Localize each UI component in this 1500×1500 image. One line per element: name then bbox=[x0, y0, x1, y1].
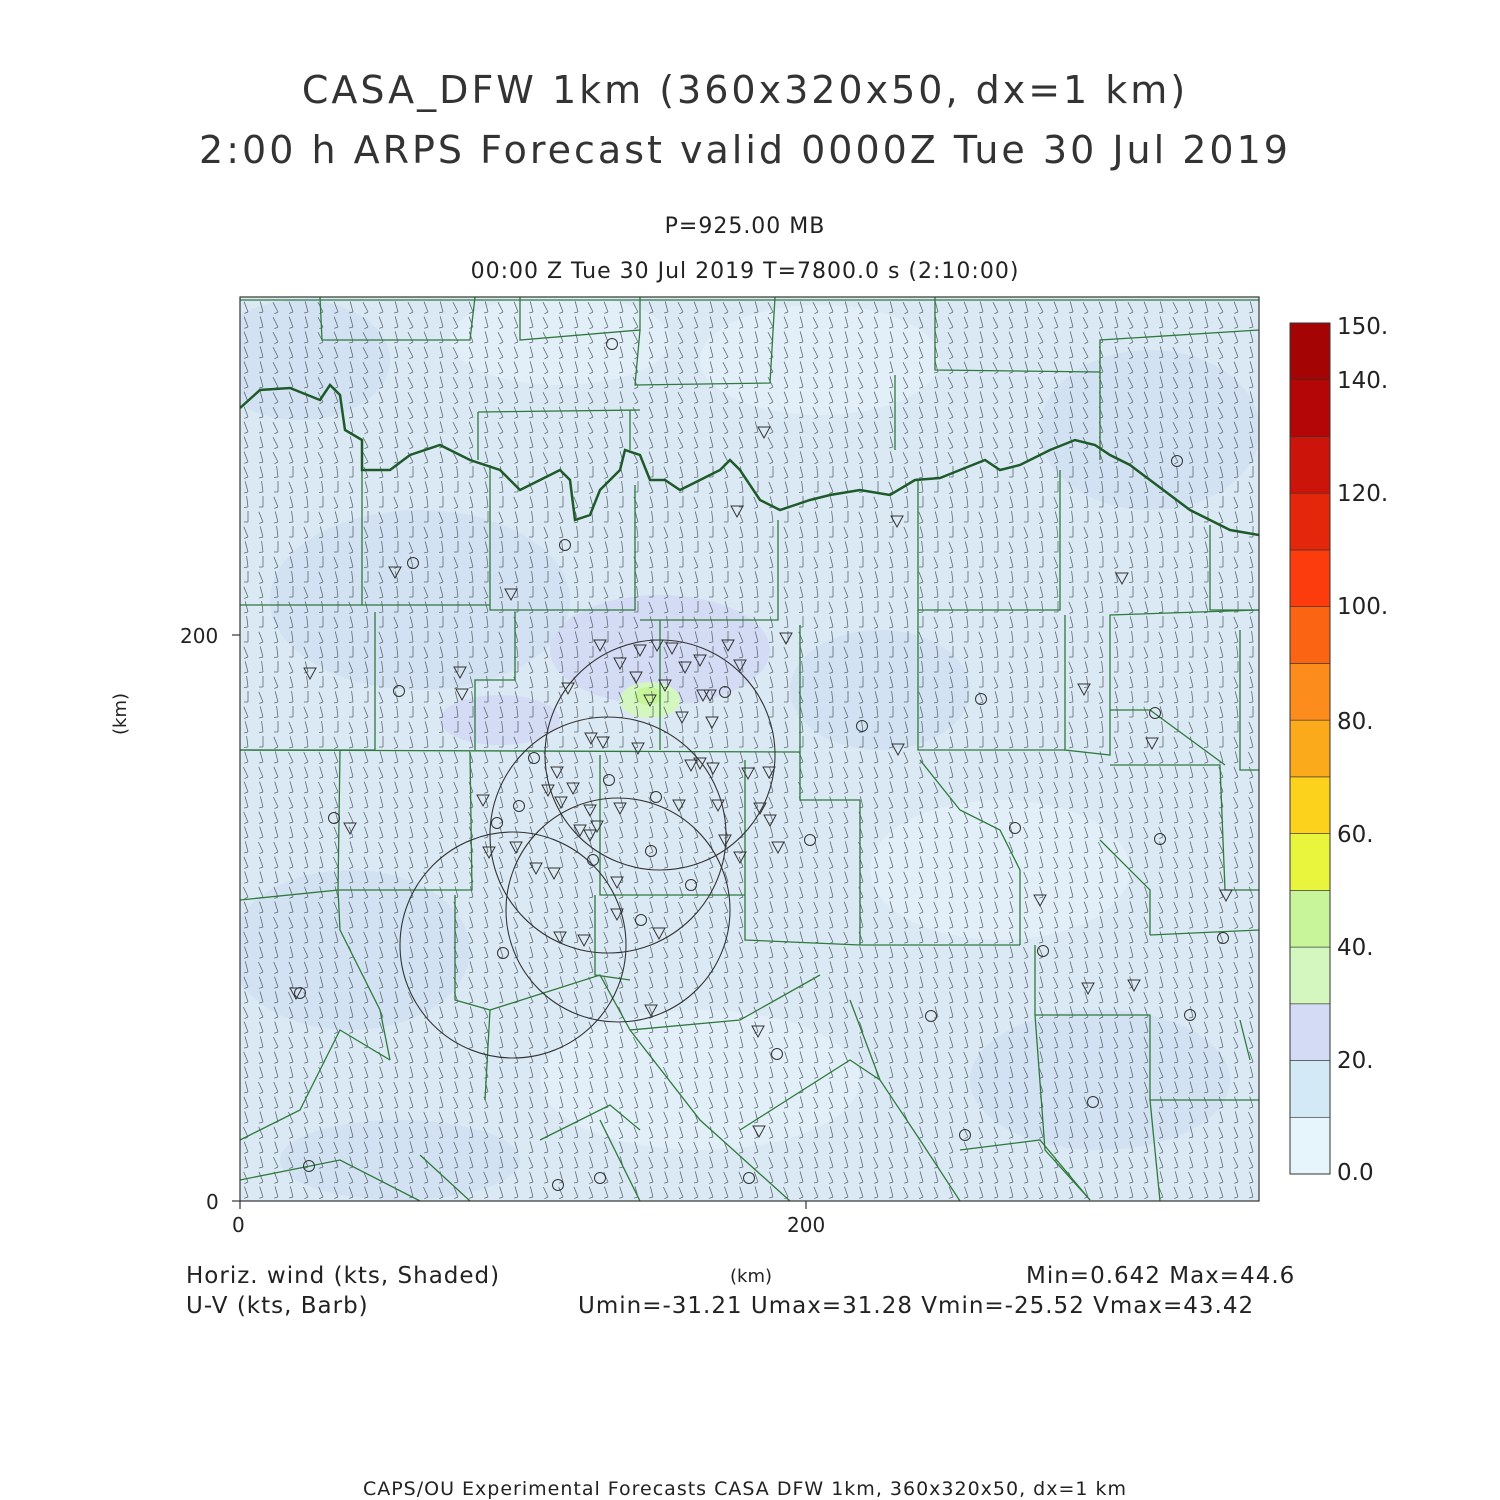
colorbar-swatch bbox=[1290, 777, 1330, 834]
pressure-level: P=925.00 MB bbox=[664, 214, 826, 239]
shaded-variable-label: Horiz. wind (kts, Shaded) bbox=[186, 1263, 501, 1289]
colorbar-swatch bbox=[1290, 493, 1330, 550]
colorbar bbox=[1290, 323, 1330, 1174]
min-max-readout: Min=0.642 Max=44.6 bbox=[1026, 1263, 1296, 1289]
colorbar-swatch bbox=[1290, 890, 1330, 947]
colorbar-swatch bbox=[1290, 834, 1330, 891]
y-tick-label: 0 bbox=[206, 1190, 219, 1214]
valid-time: 00:00 Z Tue 30 Jul 2019 T=7800.0 s (2:10:00) bbox=[470, 259, 1020, 284]
y-axis-label: (km) bbox=[110, 692, 131, 735]
footer-credit: CAPS/OU Experimental Forecasts CASA DFW 1km, 360x320x50, dx=1 km bbox=[362, 1478, 1128, 1500]
colorbar-label: 60. bbox=[1337, 822, 1374, 848]
x-tick-label: 200 bbox=[787, 1213, 826, 1237]
y-tick-label: 200 bbox=[180, 624, 219, 648]
colorbar-label: 100. bbox=[1337, 594, 1389, 620]
colorbar-swatch bbox=[1290, 380, 1330, 437]
colorbar-swatch bbox=[1290, 436, 1330, 493]
colorbar-label: 80. bbox=[1337, 709, 1374, 735]
colorbar-label: 0.0 bbox=[1337, 1160, 1374, 1186]
colorbar-label: 150. bbox=[1337, 314, 1389, 340]
barb-variable-label: U-V (kts, Barb) bbox=[186, 1293, 369, 1319]
colorbar-swatch bbox=[1290, 323, 1330, 380]
colorbar-swatch bbox=[1290, 1061, 1330, 1118]
colorbar-swatch bbox=[1290, 550, 1330, 607]
forecast-subtitle: 2:00 h ARPS Forecast valid 0000Z Tue 30 Jul 2019 bbox=[199, 128, 1291, 172]
colorbar-label: 140. bbox=[1337, 368, 1389, 394]
colorbar-label: 40. bbox=[1337, 935, 1374, 961]
figure-title: CASA_DFW 1km (360x320x50, dx=1 km) bbox=[301, 68, 1189, 112]
colorbar-label: 120. bbox=[1337, 481, 1389, 507]
uv-stats-readout: Umin=-31.21 Umax=31.28 Vmin=-25.52 Vmax=43.42 bbox=[578, 1293, 1255, 1319]
colorbar-swatch bbox=[1290, 720, 1330, 777]
colorbar-swatch bbox=[1290, 607, 1330, 664]
colorbar-swatch bbox=[1290, 947, 1330, 1004]
colorbar-label: 20. bbox=[1337, 1048, 1374, 1074]
x-tick-label: 0 bbox=[232, 1213, 245, 1237]
colorbar-swatch bbox=[1290, 663, 1330, 720]
colorbar-swatch bbox=[1290, 1117, 1330, 1174]
x-axis-label: (km) bbox=[730, 1266, 773, 1287]
colorbar-swatch bbox=[1290, 1004, 1330, 1061]
